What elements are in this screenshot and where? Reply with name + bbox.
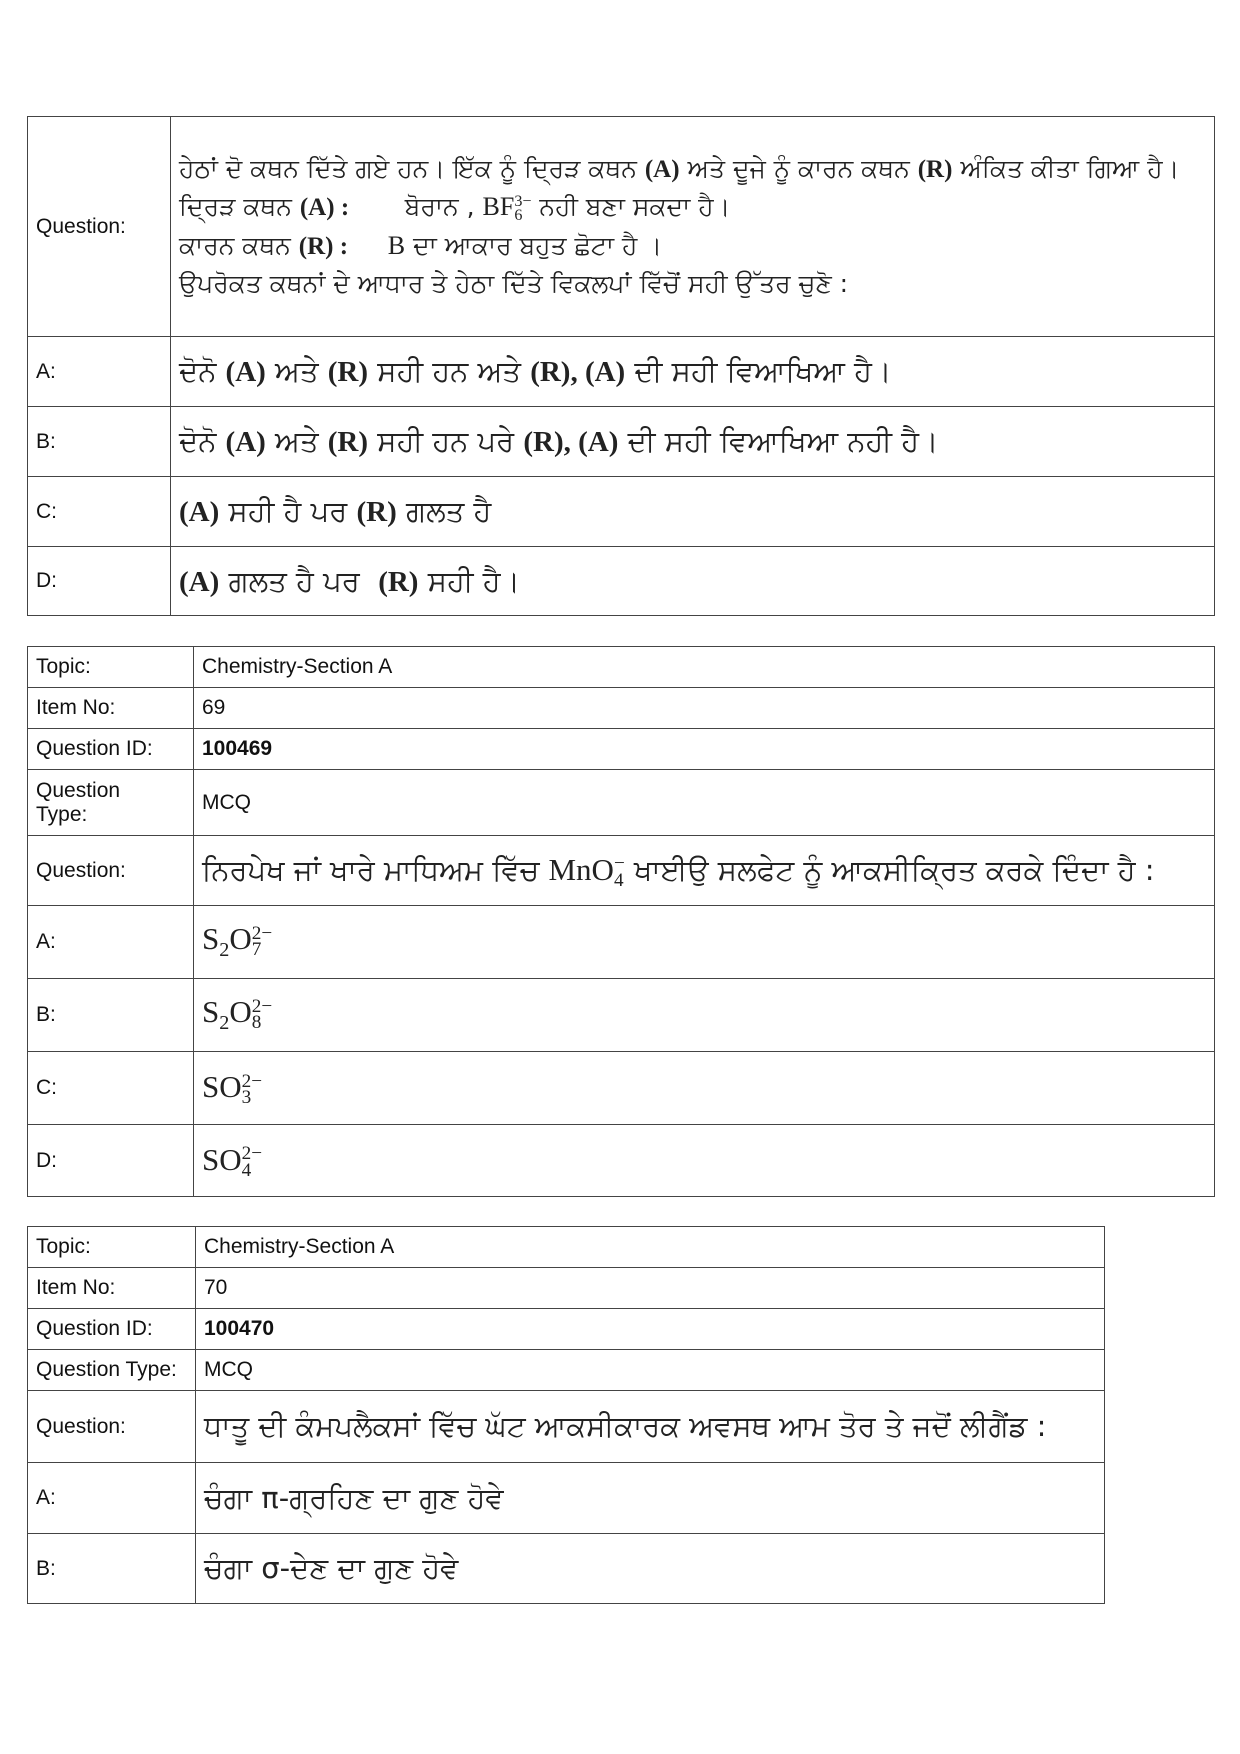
- option-a-formula: $S_2O$ 2− 7: [194, 906, 1215, 979]
- question-type-label: Question Type:: [28, 770, 194, 836]
- question-type-row: [28, 770, 1215, 836]
- topic-row: [28, 647, 1215, 688]
- question-id-label: Question ID:: [28, 1309, 196, 1350]
- option-row-a: [28, 906, 1215, 979]
- item-no-row: [28, 1268, 1105, 1309]
- question-type-value: MCQ: [194, 770, 1215, 836]
- option-row-c: [28, 477, 1215, 547]
- question-id-value: 100470: [196, 1309, 1105, 1350]
- option-b-text: ਦੋਨੋ (A) ਅਤੇ (R) ਸਹੀ ਹਨ ਪਰੇ (R), (A) ਦੀ ਸਹੀ ਵਿਆਖਿਆ ਨਹੀ ਹੈ।: [171, 407, 1215, 477]
- option-c-text: (A) ਸਹੀ ਹੈ ਪਰ (R) ਗਲਤ ਹੈ: [171, 477, 1215, 547]
- option-b-label: B:: [28, 1534, 196, 1604]
- option-row-b: [28, 407, 1215, 477]
- bf6-formula: BF 3− 6: [482, 192, 532, 225]
- option-row-b: [28, 979, 1215, 1052]
- question-line-4: ਉਪਰੋਕਤ ਕਥਨਾਂ ਦੇ ਆਧਾਰ ਤੇ ਹੇਠਾ ਦਿੱਤੇ ਵਿਕਲਪਾਂ ਵਿੱਚੋਂ ਸਹੀ ਉੱਤਰ ਚੁਣੋ :: [179, 268, 849, 298]
- option-b-label: B:: [28, 407, 171, 477]
- question-text: [171, 117, 1215, 337]
- question-label: Question:: [28, 836, 194, 906]
- question-table-3: [27, 1226, 1105, 1604]
- topic-label: Topic:: [28, 647, 194, 688]
- option-d-text: (A) ਗਲਤ ਹੈ ਪਰ (R) ਸਹੀ ਹੈ।: [171, 547, 1215, 616]
- question-row: [28, 836, 1215, 906]
- option-row-c: [28, 1052, 1215, 1125]
- option-a-text: ਚੰਗਾ π-ਗ੍ਰਹਿਣ ਦਾ ਗੁਣ ਹੋਵੇ: [196, 1463, 1105, 1534]
- mno4-formula: MnO − 4: [548, 851, 625, 891]
- question-row: [28, 117, 1215, 337]
- question-text: ਨਿਰਪੇਖ ਜਾਂ ਖਾਰੇ ਮਾਧਿਅਮ ਵਿੱਚ MnO − 4 ਖਾਈਉ ਸਲਫੇਟ ਨੂੰ ਆਕਸੀਕ੍ਰਿਤ ਕਰਕੇ ਦਿੰਦਾ ਹੈ :: [194, 836, 1215, 906]
- item-no-value: 69: [194, 688, 1215, 729]
- question-label: Question:: [28, 1391, 196, 1463]
- option-a-label: A:: [28, 906, 194, 979]
- item-no-value: 70: [196, 1268, 1105, 1309]
- option-a-label: A:: [28, 1463, 196, 1534]
- option-c-label: C:: [28, 477, 171, 547]
- question-label: Question:: [28, 117, 171, 337]
- question-table-2: [27, 646, 1215, 1197]
- question-id-row: [28, 729, 1215, 770]
- item-no-label: Item No:: [28, 1268, 196, 1309]
- question-row: [28, 1391, 1105, 1463]
- option-c-formula: SO 2− 3: [194, 1052, 1215, 1125]
- option-a-text: ਦੋਨੋ (A) ਅਤੇ (R) ਸਹੀ ਹਨ ਅਤੇ (R), (A) ਦੀ ਸਹੀ ਵਿਆਖਿਆ ਹੈ।: [171, 337, 1215, 407]
- question-table-1: [27, 116, 1215, 616]
- option-row-d: [28, 547, 1215, 616]
- question-text: ਧਾਤੂ ਦੀ ਕੰਮਪਲੈਕਸਾਂ ਵਿੱਚ ਘੱਟ ਆਕਸੀਕਾਰਕ ਅਵਸਥ ਆਮ ਤੋਰ ਤੇ ਜਦੋਂ ਲੀਗੈਂਡ :: [196, 1391, 1105, 1463]
- option-d-formula: SO 2− 4: [194, 1125, 1215, 1197]
- option-b-label: B:: [28, 979, 194, 1052]
- topic-value: Chemistry-Section A: [196, 1227, 1105, 1268]
- question-line-3: ਕਾਰਨ ਕਥਨ (R) : B ਦਾ ਆਕਾਰ ਬਹੁਤ ਛੋਟਾ ਹੈ ।: [179, 230, 663, 260]
- option-row-a: [28, 337, 1215, 407]
- question-id-label: Question ID:: [28, 729, 194, 770]
- topic-label: Topic:: [28, 1227, 196, 1268]
- option-row-a: [28, 1463, 1105, 1534]
- question-line-1: ਹੇਠਾਂ ਦੋ ਕਥਨ ਦਿੱਤੇ ਗਏ ਹਨ। ਇੱਕ ਨੂੰ ਦ੍ਰਿੜ ਕਥਨ (A) ਅਤੇ ਦੂਜੇ ਨੂੰ ਕਾਰਨ ਕਥਨ (R) ਅੰਕਿਤ ਕੀਤਾ ਗਿਆ ਹੈ।: [179, 154, 1180, 184]
- option-b-formula: $S_2O$ 2− 8: [194, 979, 1215, 1052]
- option-row-b: [28, 1534, 1105, 1604]
- option-c-label: C:: [28, 1052, 194, 1125]
- option-a-label: A:: [28, 337, 171, 407]
- question-id-row: [28, 1309, 1105, 1350]
- topic-value: Chemistry-Section A: [194, 647, 1215, 688]
- option-row-d: [28, 1125, 1215, 1197]
- option-d-label: D:: [28, 547, 171, 616]
- question-type-value: MCQ: [196, 1350, 1105, 1391]
- option-b-text: ਚੰਗਾ σ-ਦੇਣ ਦਾ ਗੁਣ ਹੋਵੇ: [196, 1534, 1105, 1604]
- option-d-label: D:: [28, 1125, 194, 1197]
- question-type-row: [28, 1350, 1105, 1391]
- question-line-2: ਦ੍ਰਿੜ ਕਥਨ (A) : ਬੋਰਾਨ , BF 3− 6 ਨਹੀ ਬਣਾ ਸਕਦਾ ਹੈ।: [179, 192, 731, 225]
- question-type-label: Question Type:: [28, 1350, 196, 1391]
- question-id-value: 100469: [194, 729, 1215, 770]
- item-no-row: [28, 688, 1215, 729]
- topic-row: [28, 1227, 1105, 1268]
- item-no-label: Item No:: [28, 688, 194, 729]
